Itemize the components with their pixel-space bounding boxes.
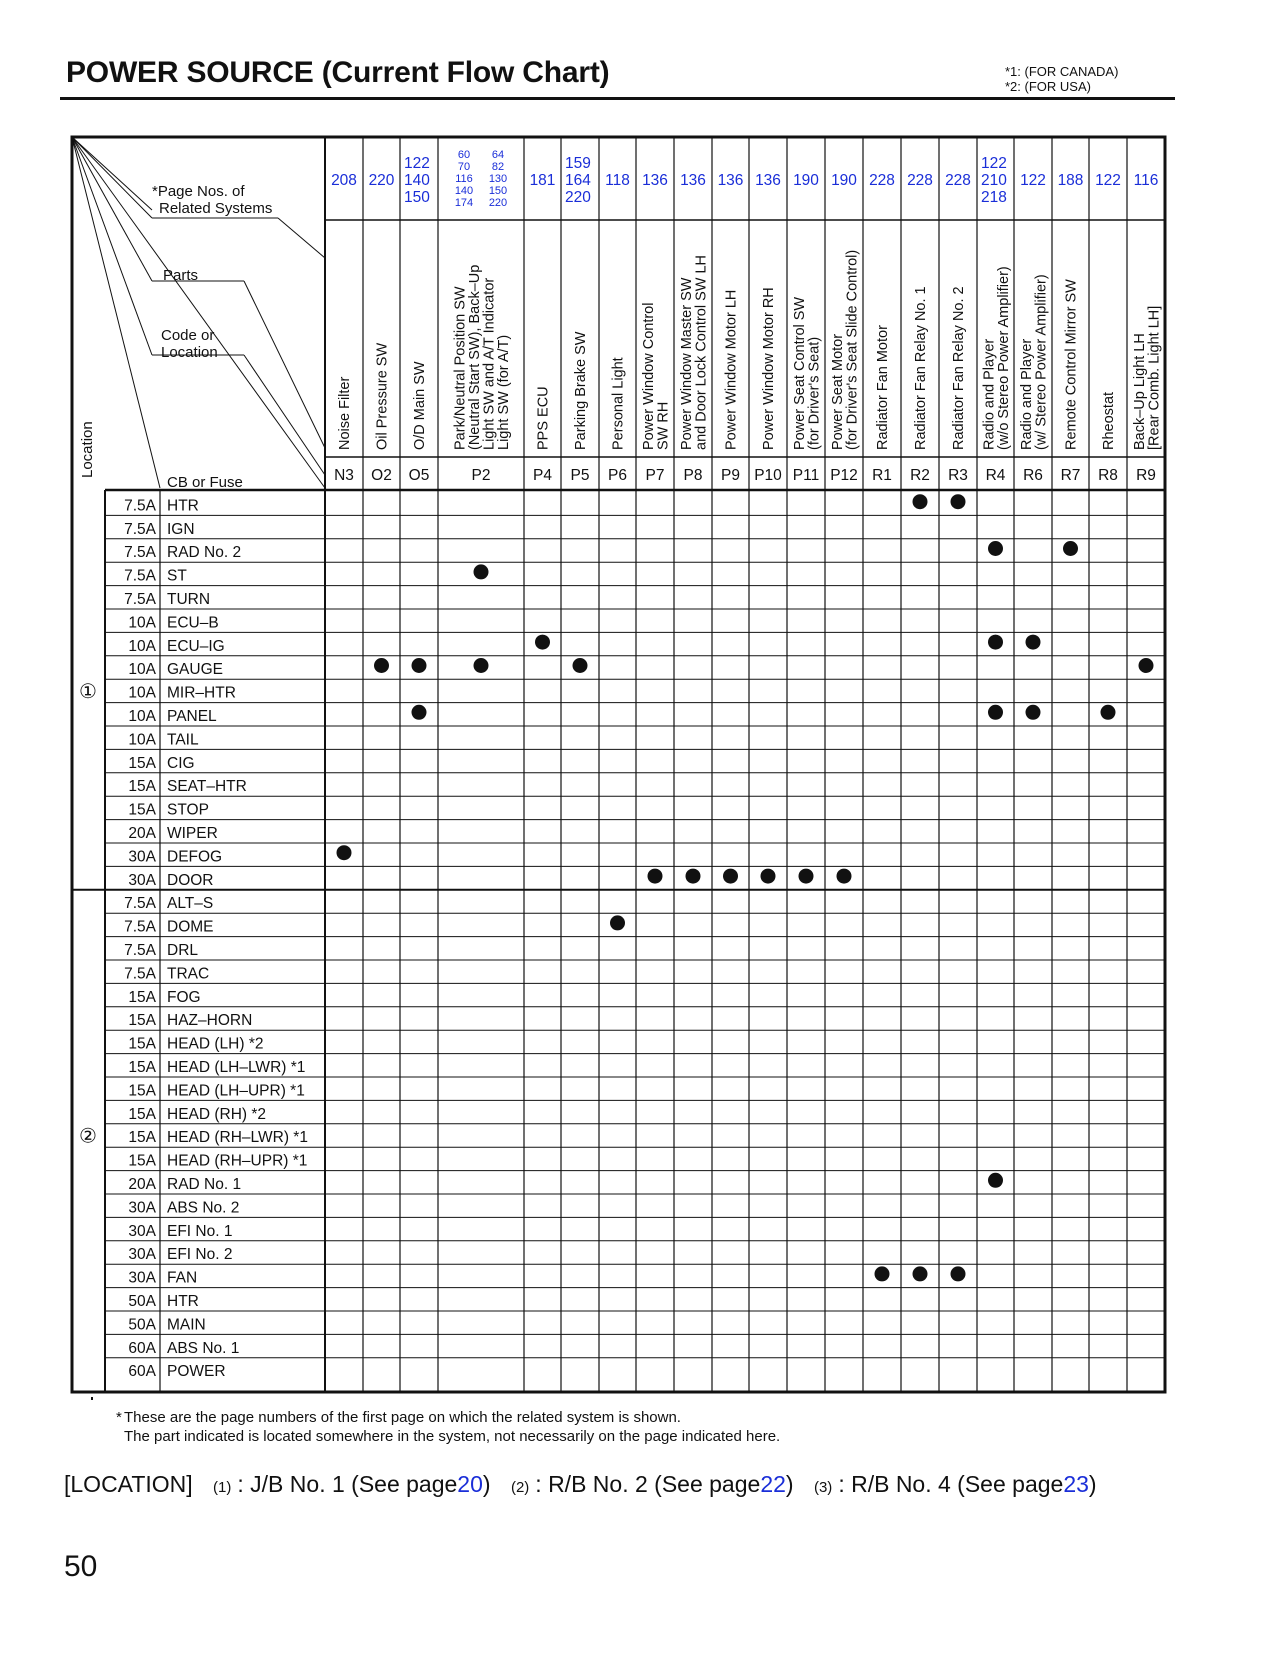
location-legend xyxy=(64,1471,1097,1498)
part-name-P2: Light SW and A/T Indicator xyxy=(481,277,498,450)
fuse-name: HEAD (RH–UPR) *1 xyxy=(167,1152,308,1170)
page-ref-P2: 140 xyxy=(454,185,474,197)
fuse-amperage: 7.5A xyxy=(124,544,156,562)
corner-diagonal xyxy=(278,218,325,258)
page-ref-P5: 159 xyxy=(565,155,591,172)
fuse-amperage: 30A xyxy=(128,1222,156,1240)
part-code-P6: P6 xyxy=(608,467,627,484)
corner-code-label: Code or xyxy=(161,327,215,344)
fuse-amperage: 30A xyxy=(128,1199,156,1217)
part-name-P11: (for Driver's Seat) xyxy=(806,336,823,450)
connection-dot xyxy=(875,1266,890,1281)
fuse-amperage: 10A xyxy=(128,661,156,679)
page-ref-R4: 218 xyxy=(981,189,1007,206)
page-ref-P2: 64 xyxy=(491,149,505,161)
part-name-P8: and Door Lock Control SW LH xyxy=(693,254,710,450)
legend-close-1: ) xyxy=(482,1471,491,1497)
fuse-amperage: 15A xyxy=(128,988,156,1006)
connection-dot xyxy=(648,869,663,884)
fuse-name: TRAC xyxy=(167,965,210,983)
corner-cb-fuse-label: CB or Fuse xyxy=(167,474,243,491)
page-ref-P8: 136 xyxy=(680,172,706,189)
part-name-P2: Park/Neutral Position SW xyxy=(452,286,469,450)
fuse-name: HEAD (RH) *2 xyxy=(167,1105,267,1123)
fuse-amperage: 7.5A xyxy=(124,942,156,959)
legend-text-3: : R/B No. 4 (See page xyxy=(838,1471,1064,1497)
page-ref-P2: 82 xyxy=(491,161,505,173)
footnote-line-1: These are the page numbers of the first page on which the related system is shown. xyxy=(124,1409,681,1426)
fuse-amperage: 15A xyxy=(128,778,156,796)
fuse-amperage: 60A xyxy=(128,1363,156,1381)
page-ref-P11: 190 xyxy=(793,172,819,189)
fuse-name: FOG xyxy=(167,988,201,1006)
legend-text-2: : R/B No. 2 (See page xyxy=(535,1471,761,1497)
corner-diagonal xyxy=(244,281,325,448)
part-name-P11: Power Seat Control SW xyxy=(791,296,808,450)
fuse-name: DEFOG xyxy=(167,848,223,866)
page-number: 50 xyxy=(64,1550,98,1583)
fuse-amperage: 30A xyxy=(128,1246,156,1264)
corner-parts-label: Parts xyxy=(163,267,199,284)
fuse-name: MAIN xyxy=(167,1316,206,1334)
page-ref-P2: 70 xyxy=(457,161,471,173)
fuse-amperage: 15A xyxy=(128,1129,156,1147)
part-code-P12: P12 xyxy=(830,467,858,484)
connection-dot xyxy=(799,869,814,884)
legend-num-2: (2) xyxy=(510,1479,530,1496)
fuse-name: EFI No. 1 xyxy=(167,1222,233,1240)
part-name-R7: Remote Control Mirror SW xyxy=(1063,279,1080,450)
part-name-R8: Rheostat xyxy=(1101,391,1117,450)
part-name-P2: Light SW (for A/T) xyxy=(495,334,512,450)
part-code-P10: P10 xyxy=(754,467,782,484)
fuse-amperage: 7.5A xyxy=(124,567,156,585)
corner-vertical-location-label: Location xyxy=(79,421,96,478)
corner-diagonal xyxy=(72,137,152,355)
fuse-amperage: 10A xyxy=(128,684,156,702)
fuse-amperage: 7.5A xyxy=(124,497,156,515)
part-name-R2: Radiator Fan Relay No. 1 xyxy=(913,286,929,450)
fuse-name: CIG xyxy=(167,754,195,772)
fuse-name: ALT–S xyxy=(167,895,214,913)
connection-dot xyxy=(374,658,389,673)
fuse-name: TURN xyxy=(167,591,211,608)
page-ref-N3: 208 xyxy=(331,172,357,189)
part-name-P6: Personal Light xyxy=(610,357,627,450)
fuse-name: HAZ–HORN xyxy=(167,1012,253,1030)
fuse-name: PANEL xyxy=(167,708,217,725)
fuse-name: WIPER xyxy=(167,825,218,842)
page-ref-P2: 60 xyxy=(457,149,471,161)
part-code-R8: R8 xyxy=(1098,467,1118,484)
fuse-name: HEAD (LH–LWR) *1 xyxy=(167,1059,306,1076)
fuse-name: IGN xyxy=(167,520,195,538)
connection-dot xyxy=(988,541,1003,556)
fuse-amperage: 15A xyxy=(128,801,156,819)
page-ref-R8: 122 xyxy=(1095,172,1121,189)
fuse-name: RAD No. 1 xyxy=(167,1176,242,1193)
part-name-N3: Noise Filter xyxy=(337,376,353,450)
part-name-O5: O/D Main SW xyxy=(412,361,428,450)
part-name-R6: Radio and Player xyxy=(1018,338,1035,450)
fuse-amperage: 60A xyxy=(128,1339,156,1357)
fuse-amperage: 15A xyxy=(128,1152,156,1170)
page-ref-P2: 150 xyxy=(488,185,508,197)
part-code-R6: R6 xyxy=(1023,467,1043,484)
corner-diagonal xyxy=(72,137,152,210)
part-code-R1: R1 xyxy=(872,467,892,484)
connection-dot xyxy=(474,658,489,673)
fuse-amperage: 15A xyxy=(128,754,156,772)
corner-page-nos-label: *Page Nos. of xyxy=(152,183,245,200)
part-name-P2: (Neutral Start SW), Back–Up xyxy=(466,264,483,450)
legend-text-1: : J/B No. 1 (See page xyxy=(237,1471,458,1497)
legend-close-3: ) xyxy=(1088,1471,1097,1497)
connection-dot xyxy=(951,494,966,509)
connection-dot xyxy=(1101,705,1116,720)
part-name-P9: Power Window Motor LH xyxy=(723,289,740,450)
fuse-amperage: 10A xyxy=(128,614,156,632)
fuse-amperage: 7.5A xyxy=(124,520,156,538)
fuse-amperage: 15A xyxy=(128,1012,156,1030)
connection-dot xyxy=(610,915,625,930)
page-ref-P9: 136 xyxy=(717,172,744,189)
fuse-name: ECU–IG xyxy=(167,637,225,655)
fuse-name: HTR xyxy=(167,1293,199,1310)
fuse-name: RAD No. 2 xyxy=(167,544,242,562)
part-name-R9: Back–Up Light LH xyxy=(1131,333,1148,450)
fuse-name: ECU–B xyxy=(167,614,219,632)
fuse-name: ABS No. 2 xyxy=(167,1199,240,1217)
page-ref-R2: 228 xyxy=(907,172,933,189)
connection-dot xyxy=(337,845,352,860)
page-ref-R7: 188 xyxy=(1057,172,1084,189)
connection-dot xyxy=(535,635,550,650)
legend-close-2: ) xyxy=(785,1471,794,1497)
fuse-name: GAUGE xyxy=(167,661,223,679)
page-ref-P5: 220 xyxy=(565,189,591,206)
fuse-name: STOP xyxy=(167,801,209,819)
fuse-amperage: 15A xyxy=(128,1105,156,1123)
fuse-name: TAIL xyxy=(167,731,199,749)
page-ref-P2: 116 xyxy=(455,173,473,185)
part-name-P7: Power Window Control xyxy=(640,302,657,450)
connection-dot xyxy=(1026,705,1041,720)
connection-dot xyxy=(412,705,427,720)
footnote-star: * xyxy=(116,1409,122,1426)
page-ref-P7: 136 xyxy=(642,172,668,189)
page-ref-P5: 164 xyxy=(565,172,591,189)
fuse-amperage: 10A xyxy=(128,731,156,749)
fuse-amperage: 30A xyxy=(128,871,156,889)
page-ref-R1: 228 xyxy=(869,172,895,189)
fuse-amperage: 10A xyxy=(128,708,156,725)
fuse-name: HTR xyxy=(167,497,199,515)
footnote xyxy=(116,1408,781,1446)
connection-dot xyxy=(573,658,588,673)
connection-dot xyxy=(988,635,1003,650)
fuse-name: EFI No. 2 xyxy=(167,1246,233,1264)
page-ref-R9: 116 xyxy=(1133,172,1159,189)
fuse-amperage: 15A xyxy=(128,1059,156,1076)
part-code-R2: R2 xyxy=(910,467,930,484)
legend-page-link-23[interactable]: 23 xyxy=(1063,1471,1089,1497)
part-name-P5: Parking Brake SW xyxy=(573,331,589,450)
part-name-P10: Power Window Motor RH xyxy=(761,287,777,450)
page-ref-O5: 122 xyxy=(404,155,430,172)
note-usa: *2: (FOR USA) xyxy=(1005,79,1091,94)
fuse-name: HEAD (LH–UPR) *1 xyxy=(167,1082,305,1100)
page-title: POWER SOURCE (Current Flow Chart) xyxy=(66,56,610,89)
fuse-name: HEAD (RH–LWR) *1 xyxy=(167,1129,308,1147)
fuse-amperage: 15A xyxy=(128,1082,156,1100)
fuse-amperage: 30A xyxy=(128,1269,156,1287)
connection-dot xyxy=(1063,541,1078,556)
fuse-amperage: 7.5A xyxy=(124,591,156,608)
connection-dot xyxy=(913,1266,928,1281)
part-code-P8: P8 xyxy=(683,467,703,484)
fuse-amperage: 20A xyxy=(128,1176,156,1193)
corner-diagonal xyxy=(72,137,152,218)
connection-dot xyxy=(1026,635,1041,650)
location-marker: ② xyxy=(79,1125,97,1148)
page-ref-P4: 181 xyxy=(529,172,556,189)
fuse-amperage: 20A xyxy=(128,825,156,842)
part-code-O2: O2 xyxy=(371,467,392,484)
fuse-amperage: 7.5A xyxy=(124,895,156,913)
fuse-name: ST xyxy=(167,567,187,585)
fuse-amperage: 50A xyxy=(128,1293,156,1310)
part-code-P11: P11 xyxy=(792,467,820,484)
connection-dot xyxy=(474,564,489,579)
fuse-name: SEAT–HTR xyxy=(167,778,247,796)
part-name-P8: Power Window Master SW xyxy=(678,277,695,450)
part-code-R3: R3 xyxy=(948,467,968,484)
part-name-P12: (for Driver's Seat Slide Control) xyxy=(844,249,861,450)
fuse-name: HEAD (LH) *2 xyxy=(167,1035,264,1053)
fuse-amperage: 10A xyxy=(128,637,156,655)
fuse-name: ABS No. 1 xyxy=(167,1339,240,1357)
fuse-amperage: 15A xyxy=(128,1035,156,1053)
fuse-name: DOME xyxy=(167,918,214,936)
page-ref-O2: 220 xyxy=(368,172,395,189)
part-code-R4: R4 xyxy=(985,467,1006,484)
page-ref-O5: 150 xyxy=(404,189,430,206)
legend-page-link-22[interactable]: 22 xyxy=(760,1471,786,1497)
part-name-R4: Radio and Player xyxy=(981,338,998,450)
connection-dot xyxy=(913,494,928,509)
page-ref-R6: 122 xyxy=(1020,172,1046,189)
page-ref-P12: 190 xyxy=(831,172,857,189)
corner-diagonal xyxy=(244,355,325,475)
part-code-P9: P9 xyxy=(721,467,740,484)
legend-num-3: (3) xyxy=(813,1479,833,1496)
part-name-O2: Oil Pressure SW xyxy=(374,342,391,450)
legend-page-link-20[interactable]: 20 xyxy=(457,1471,483,1497)
fuse-name: FAN xyxy=(167,1269,198,1287)
legend-num-1: (1) xyxy=(213,1479,232,1496)
connection-dot xyxy=(1139,658,1154,673)
legend-label: [LOCATION] xyxy=(64,1471,193,1497)
corner-related-systems-label: Related Systems xyxy=(159,200,273,217)
part-code-R7: R7 xyxy=(1060,467,1081,484)
part-name-R1: Radiator Fan Motor xyxy=(875,325,891,450)
location-marker: ① xyxy=(79,680,97,703)
fuse-name: DOOR xyxy=(167,871,214,889)
part-code-P2: P2 xyxy=(471,467,491,484)
footnote-line-2: The part indicated is located somewhere in the system, not necessarily on the page indicated here. xyxy=(124,1428,781,1445)
fuse-amperage: 50A xyxy=(128,1316,156,1334)
part-name-R3: Radiator Fan Relay No. 2 xyxy=(951,286,967,450)
part-name-P4: PPS ECU xyxy=(535,386,552,450)
part-code-P7: P7 xyxy=(645,467,665,484)
part-code-R9: R9 xyxy=(1136,467,1156,484)
part-name-R6: (w/ Stereo Power Amplifier) xyxy=(1033,274,1050,450)
part-code-P5: P5 xyxy=(570,467,590,484)
page-ref-O5: 140 xyxy=(404,172,430,189)
note-canada: *1: (FOR CANADA) xyxy=(1005,64,1119,79)
fuse-name: DRL xyxy=(167,942,199,959)
page-ref-P2: 174 xyxy=(454,197,474,209)
part-code-P4: P4 xyxy=(533,467,552,484)
page-ref-P2: 130 xyxy=(488,173,508,185)
connection-dot xyxy=(761,869,776,884)
connection-dot xyxy=(837,869,852,884)
page-ref-R4: 210 xyxy=(981,172,1007,189)
part-name-P12: Power Seat Motor xyxy=(829,333,846,450)
part-code-N3: N3 xyxy=(334,467,354,484)
part-name-P7: SW RH xyxy=(655,401,672,450)
connection-dot xyxy=(723,869,738,884)
fuse-amperage: 7.5A xyxy=(124,965,156,983)
corner-location-label: Location xyxy=(161,344,218,361)
part-name-R4: (w/o Stereo Power Amplifier) xyxy=(995,266,1012,450)
page-ref-R4: 122 xyxy=(981,155,1007,172)
part-name-R9: [Rear Comb. Light LH] xyxy=(1146,305,1163,450)
fuse-amperage: 30A xyxy=(128,848,156,866)
connection-dot xyxy=(412,658,427,673)
fuse-name: POWER xyxy=(167,1363,226,1381)
page-ref-P10: 136 xyxy=(755,172,781,189)
page-ref-P6: 118 xyxy=(605,172,630,189)
page-ref-P2: 220 xyxy=(488,197,508,209)
connection-dot xyxy=(988,705,1003,720)
corner-diagonal xyxy=(72,137,152,281)
page-ref-R3: 228 xyxy=(945,172,971,189)
fuse-name: MIR–HTR xyxy=(167,684,236,702)
connection-dot xyxy=(686,869,701,884)
connection-dot xyxy=(988,1173,1003,1188)
fuse-amperage: 7.5A xyxy=(124,918,156,936)
part-code-O5: O5 xyxy=(408,467,430,484)
connection-dot xyxy=(951,1266,966,1281)
